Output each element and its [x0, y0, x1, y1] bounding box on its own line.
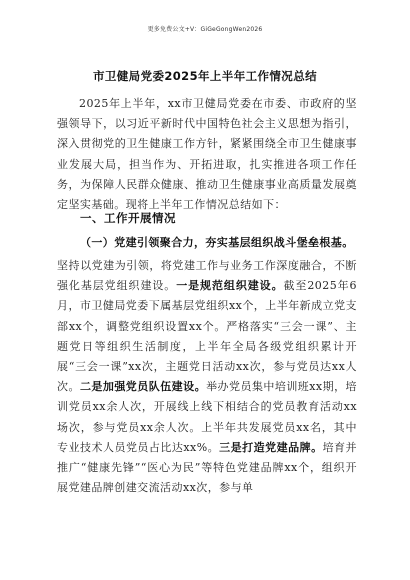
paragraph-text: 截至2025年6月，市卫健局党委下属基层党组织xx个，上半年新成立党支部xx个，调整党组织设置xx个。严格落实“三会一课”、主题党日等组织生活制度，上半年全局各级党组织累计开展“三会一课”xx次，主题党日活动xx次，参与党员达xx人次。: [57, 279, 357, 394]
subsection-heading: （一）党建引领聚合力，夯实基层组织战斗堡垒根基。: [80, 236, 354, 249]
paragraph-text: 培育并推广“健康先锋”“医心为民”等特色党建品牌xx个，组织开展党建品牌创建交流活动xx次，参与单: [57, 440, 357, 495]
section-heading: 一、工作开展情况: [80, 211, 176, 225]
body-paragraph: [57, 256, 357, 498]
paragraph-text: 坚持以党建为引领，将党建工作与业务工作深度融合，不断强化基层党组织建设。: [57, 259, 357, 293]
paragraph-text: 举办党员集中培训班xx期，培训党员xx余人次，开展线上线下相结合的党员教育活动xx场次，参与党员xx余人次。上半年共发展党员xx名，其中专业技术人员党员占比达xx%。: [57, 380, 357, 454]
header-note: 更多免费公文+V：GiGeGongWen2026: [147, 26, 263, 33]
intro-paragraph: 2025年上半年，xx市卫健局党委在市委、市政府的坚强领导下，以习近平新时代中国特色社会主义思想为指引，深入贯彻党的卫生健康工作方针，紧紧围绕全市卫生健康事业发展大局，担当作为、开拓进取，扎实推进各项工作任务，为保障人民群众健康、推动卫生健康事业高质量发展奠定坚实基础。现将上半年工作情况总结如下：: [57, 97, 357, 212]
point-two-heading: 二是加强党员队伍建设。: [79, 380, 207, 394]
point-three-heading: 三是打造党建品牌。: [219, 440, 323, 454]
point-one-heading: 一是规范组织建设。: [176, 279, 284, 293]
document-title: 市卫健局党委2025年上半年工作情况总结: [92, 69, 317, 83]
